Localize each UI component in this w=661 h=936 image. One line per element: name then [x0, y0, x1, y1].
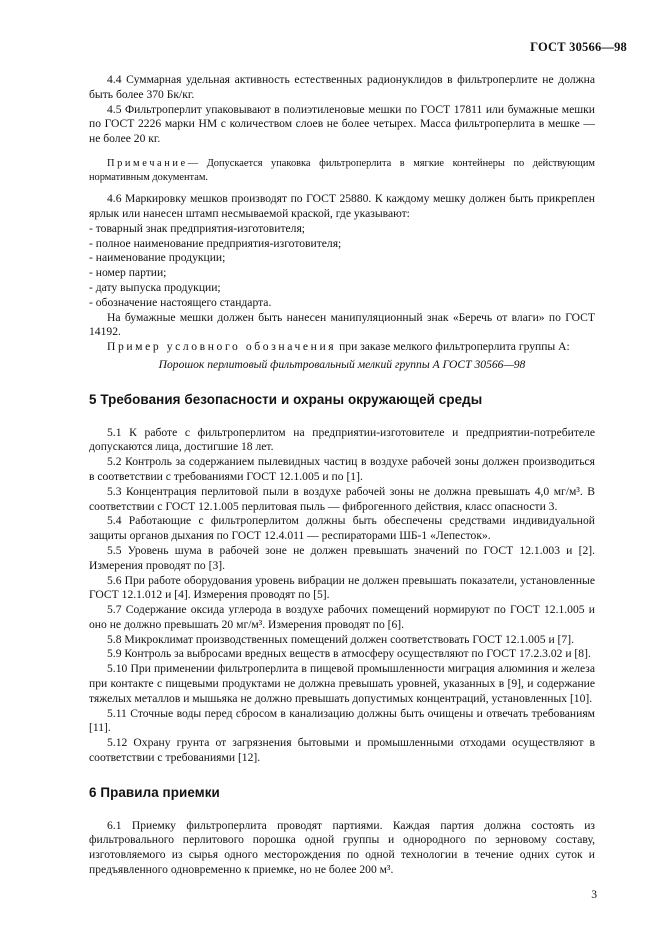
standard-header: ГОСТ 30566—98 — [530, 40, 627, 54]
paragraph-5-6: 5.6 При работе оборудования уровень вибрации не должен превышать показатели, установленные ГОСТ 12.1.012 и [4]. Измерения проводят по [5]. — [89, 573, 595, 602]
list-item: - номер партии; — [89, 266, 167, 280]
example-rest: при заказе мелкого фильтроперлита группы А: — [336, 340, 570, 354]
document-body — [89, 73, 595, 878]
paragraph-5-1: 5.1 К работе с фильтроперлитом на предприятии-изготовителе и предприятии-потребителе допускаются лица, достигшие 18 лет. — [89, 425, 595, 454]
note — [89, 157, 595, 184]
marking-list — [89, 222, 595, 311]
list-item: - товарный знак предприятия-изготовителя; — [89, 221, 306, 235]
list-item: - обозначение настоящего стандарта. — [89, 295, 272, 309]
paragraph-paper-bags: На бумажные мешки должен быть нанесен манипуляционный знак «Беречь от влаги» по ГОСТ 14192. — [89, 310, 595, 339]
paragraph-4-6: 4.6 Маркировку мешков производят по ГОСТ 25880. К каждому мешку должен быть прикреплен ярлык или нанесен штамп несмываемой краской, где указывают: — [89, 192, 595, 220]
paragraph-5-10: 5.10 При применении фильтроперлита в пищевой промышленности миграция алюминия и железа при контакте с пищевыми продуктами не должна превышать уровней, указанных в [9], и содержание тяжелых металлов и мышьяка не должно превышать допустимых концентраций, установленных [10]. — [89, 662, 595, 705]
paragraph-5-5: 5.5 Уровень шума в рабочей зоне не должен превышать значений по ГОСТ 12.1.003 и [2]. Измерения проводят по [3]. — [89, 543, 595, 572]
paragraph-5-8: 5.8 Микроклимат производственных помещений должен соответствовать ГОСТ 12.1.005 и [7]. — [107, 632, 574, 646]
paragraph-5-12: 5.12 Охрану грунта от загрязнения бытовыми и промышленными отходами осуществляют в соответствии с требованиями [12]. — [89, 736, 595, 765]
paragraph-5-2: 5.2 Контроль за содержанием пылевидных частиц в воздухе рабочей зоны должен производиться в соответствии с требованиями ГОСТ 12.1.005 и по [1]. — [89, 455, 595, 483]
example-designation: Порошок перлитовый фильтровальный мелкий группы А ГОСТ 30566—98 — [158, 357, 526, 371]
section-5-title: 5 Требования безопасности и охраны окружающей среды — [89, 391, 483, 407]
paragraph-5-3: 5.3 Концентрация перлитовой пыли в воздухе рабочей зоны не должна превышать 4,0 мг/м³. В соответствии с ГОСТ 12.1.005 перлитовая пыль — фиброгенного действия, класс опасности 3. — [89, 484, 595, 513]
section-6-title: 6 Правила приемки — [89, 784, 220, 800]
paragraph-5-9: 5.9 Контроль за выбросами вредных веществ в атмосферу осуществляют по ГОСТ 17.2.3.02 и [8]. — [107, 647, 591, 661]
example-label: Пример условного обозначения — [107, 340, 337, 354]
list-item: - наименование продукции; — [89, 251, 226, 265]
example-line — [89, 340, 595, 355]
paragraph-5-11: 5.11 Сточные воды перед сбросом в канализацию должны быть очищены и отвечать требованиям [11]. — [89, 706, 595, 735]
note-label: Примечание — [107, 157, 188, 169]
paragraph-4-5: 4.5 Фильтроперлит упаковывают в полиэтиленовые мешки по ГОСТ 17811 или бумажные мешки по ГОСТ 2226 марки НМ с количеством слоев не более четырех. Масса фильтроперлита в мешке — не более 20 кг. — [89, 102, 595, 146]
paragraph-5-4: 5.4 Работающие с фильтроперлитом должны быть обеспечены средствами индивидуальной защиты органов дыхания по ГОСТ 12.4.011 — респираторами ШБ-1 «Лепесток». — [89, 514, 595, 543]
list-item: - полное наименование предприятия-изготовителя; — [89, 236, 342, 250]
paragraph-6-1: 6.1 Приемку фильтроперлита проводят партиями. Каждая партия должна состоять из фильтровального перлитового порошка одной группы и однородного по зерновому составу, изготовляемого из сырья одного месторождения по одной технологии в течение одних суток и предъявленного одновременно к приемке, но не более 200 м³. — [89, 818, 595, 877]
list-item: - дату выпуска продукции; — [89, 280, 221, 294]
note-text: — Допускается упаковка фильтроперлита в мягкие контейнеры по действующим нормативным документам. — [89, 157, 595, 183]
page-number: 3 — [591, 888, 597, 901]
paragraph-5-7: 5.7 Содержание оксида углерода в воздухе рабочих помещений нормируют по ГОСТ 12.1.005 и оно не должно превышать 20 мг/м³. Измерения проводят по [6]. — [89, 603, 595, 631]
paragraph-4-4: 4.4 Суммарная удельная активность естественных радионуклидов в фильтроперлите не должна быть более 370 Бк/кг. — [89, 73, 595, 101]
